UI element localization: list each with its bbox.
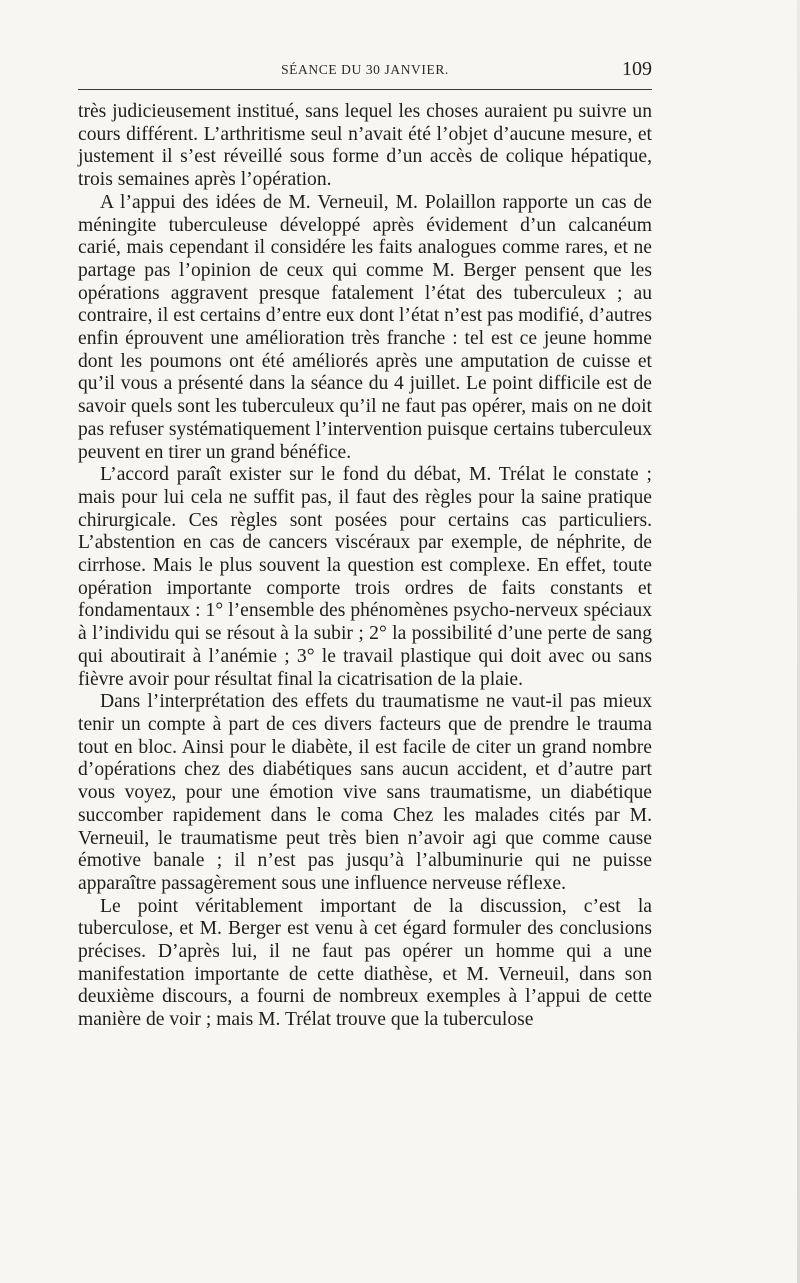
running-head: SÉANCE DU 30 JANVIER. [281,62,449,77]
paragraph-2: A l’appui des idées de M. Verneuil, M. Polaillon rapporte un cas de méningite tuberculeuse développé après évidement d’un calcanéum carié, mais cependant il considére les faits analogues comme rares, et ne partage pas l’opinion de ceux qui comme M. Berger pensent que les opérations aggravent presque fatalement l’état des tuberculeux ; au contraire, il est certains d’entre eux dont l’état n’est pas modifié, d’autres enfin éprouvent une amélioration très franche : tel est ce jeune homme dont les poumons ont été améliorés après une amputation de cuisse et qu’il vous a présenté dans la séance du 4 juillet. Le point difficile est de savoir quels sont les tuberculeux qu’il ne faut pas opérer, mais on ne doit pas refuser systématiquement l’intervention puisque certains tuberculeux peuvent en tirer un grand bénéfice. [78,191,652,463]
paragraph-3: L’accord paraît exister sur le fond du débat, M. Trélat le constate ; mais pour lui cela ne suffit pas, il faut des règles pour la saine pratique chirurgicale. Ces règles sont posées pour certains cas particuliers. L’abstention en cas de cancers viscéraux par exemple, de néphrite, de cirrhose. Mais le plus souvent la question est complexe. En effet, toute opération importante comporte trois ordres de faits constants et fondamentaux : 1° l’ensemble des phénomènes psycho-nerveux spéciaux à l’individu qui se résout à la subir ; 2° la possibilité d’une perte de sang qui aboutirait à l’anémie ; 3° le travail plastique qui doit avec ou sans fièvre avoir pour résultat final la cicatrisation de la plaie. [78,464,652,690]
page-header [78,56,652,90]
paragraph-4: Dans l’interprétation des effets du traumatisme ne vaut-il pas mieux tenir un compte à part de ces divers facteurs que de prendre le trauma tout en bloc. Ainsi pour le diabète, il est facile de citer un grand nombre d’opérations chez des diabétiques sans aucun accident, et d’autre part vous voyez, pour une émotion vive sans traumatisme, un diabétique succomber rapidement dans le coma Chez les malades cités par M. Verneuil, le traumatisme peut très bien n’avoir agi que comme cause émotive banale ; il n’est pas jusqu’à l’albuminurie qui ne puisse apparaître passagèrement sous une influence nerveuse réflexe. [78,691,652,894]
page-number: 109 [622,58,652,80]
header-rule [78,89,652,90]
paragraph-1: très judicieusement institué, sans lequel les choses auraient pu suivre un cours différent. L’arthritisme seul n’avait été l’objet d’aucune mesure, et justement il s’est réveillé sous forme d’un accès de colique hépatique, trois semaines après l’opération. [78,101,652,191]
body-text [78,101,652,1032]
paragraph-5: Le point véritablement important de la discussion, c’est la tuberculose, et M. Berger est venu à cet égard formuler des conclusions précises. D’après lui, il ne faut pas opérer un homme qui a une manifestation importante de cette diathèse, et M. Verneuil, dans son deuxième discours, a fourni de nombreux exemples à l’appui de cette manière de voir ; mais M. Trélat trouve que la tuberculose [78,895,652,1031]
